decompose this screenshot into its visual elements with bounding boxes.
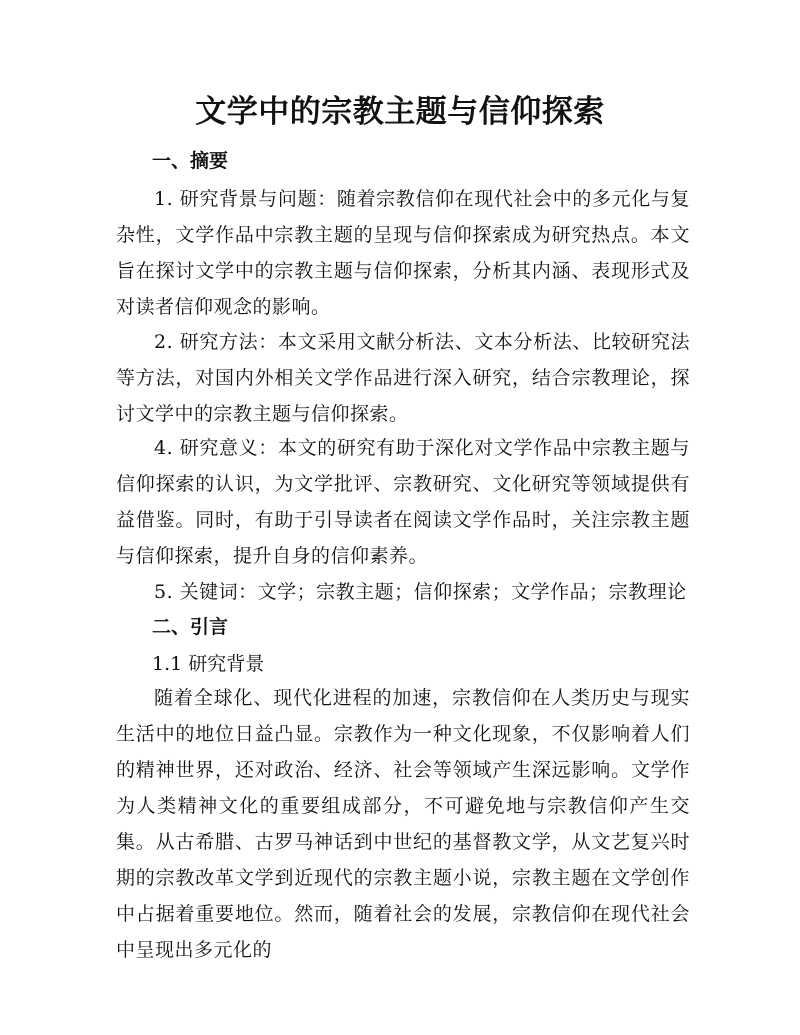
abstract-paragraph-methods: 2. 研究方法：本文采用文献分析法、文本分析法、比较研究法等方法，对国内外相关文学作品进行深入研究，结合宗教理论，探讨文学中的宗教主题与信仰探索。 [116,331,690,425]
abstract-paragraph-significance: 4. 研究意义：本文的研究有助于深化对文学作品中宗教主题与信仰探索的认识，为文学批评、宗教研究、文化研究等领域提供有益借鉴。同时，有助于引导读者在阅读文学作品时，关注宗教主题与信仰探索，提升自身的信仰素养。 [116,437,690,567]
document-title: 文学中的宗教主题与信仰探索 [195,94,605,130]
section-heading-abstract: 一、摘要 [152,150,229,172]
section-heading-introduction: 二、引言 [152,616,229,638]
abstract-paragraph-keywords: 5. 关键词：文学；宗教主题；信仰探索；文学作品；宗教理论 [154,581,687,603]
introduction-paragraph: 随着全球化、现代化进程的加速，宗教信仰在人类历史与现实生活中的地位日益凸显。宗教作为一种文化现象，不仅影响着人们的精神世界，还对政治、经济、社会等领域产生深远影响。文学作为人类精神文化的重要组成部分，不可避免地与宗教信仰产生交集。从古希腊、古罗马神话到中世纪的基督教文学，从文艺复兴时期的宗教改革文学到近现代的宗教主题小说，宗教主题在文学创作中占据着重要地位。然而，随着社会的发展，宗教信仰在现代社会中呈现出多元化的 [116,687,690,961]
subsection-heading-background: 1.1 研究背景 [152,653,265,675]
abstract-paragraph-background: 1. 研究背景与问题：随着宗教信仰在现代社会中的多元化与复杂性，文学作品中宗教主题的呈现与信仰探索成为研究热点。本文旨在探讨文学中的宗教主题与信仰探索，分析其内涵、表现形式及对读者信仰观念的影响。 [116,188,690,318]
